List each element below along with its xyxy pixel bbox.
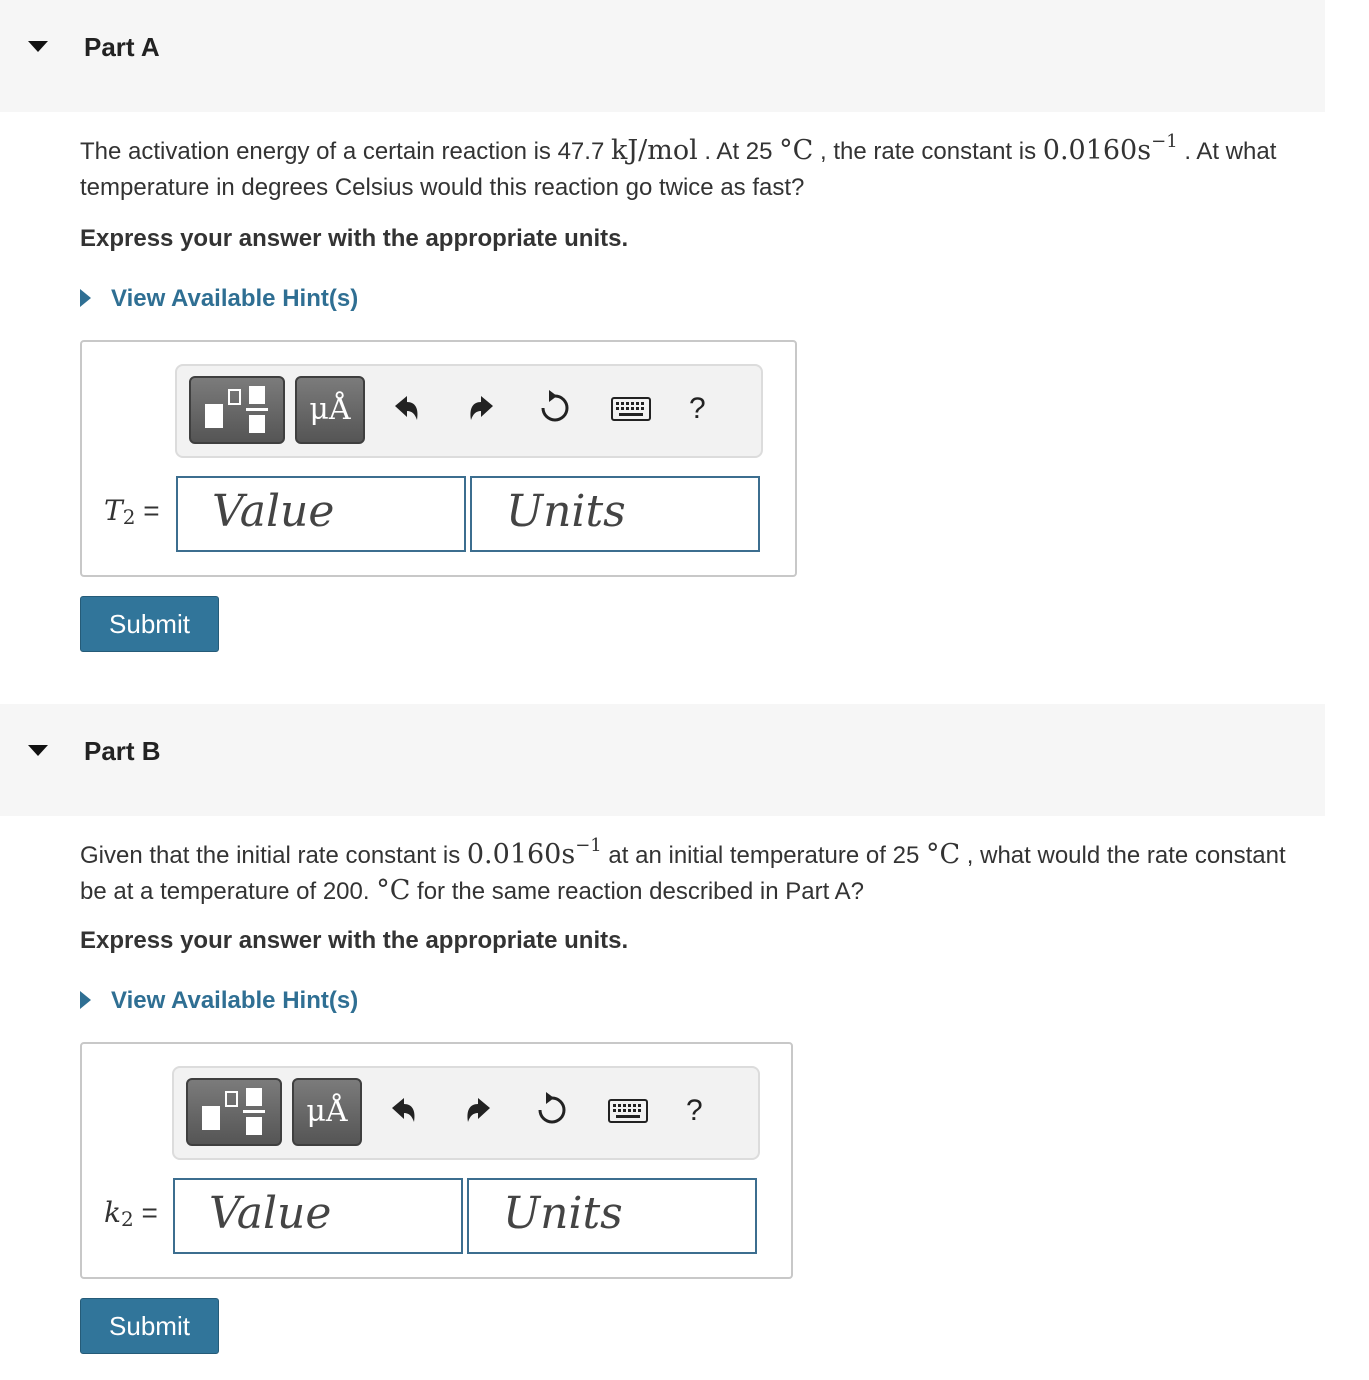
part-b-instruction: Express your answer with the appropriate units. (80, 927, 629, 954)
math-toolbar (175, 364, 763, 458)
part-a-submit-button[interactable]: Submit (80, 596, 219, 652)
variable-label: T2 = (104, 494, 160, 529)
templates-icon (188, 1080, 280, 1144)
keyboard-icon[interactable] (606, 1088, 650, 1132)
collapse-caret-icon[interactable] (28, 41, 48, 52)
units-input[interactable]: Units (467, 1178, 757, 1254)
help-icon[interactable]: ? (689, 392, 706, 425)
part-b-answer-box (80, 1042, 793, 1279)
collapse-caret-icon[interactable] (28, 745, 48, 756)
undo-icon[interactable] (382, 1088, 422, 1132)
keyboard-icon[interactable] (609, 386, 653, 430)
math-toolbar (172, 1066, 760, 1160)
part-a-header[interactable] (0, 0, 1325, 112)
variable-label: k2 = (104, 1196, 158, 1231)
part-a-instruction: Express your answer with the appropriate units. (80, 225, 629, 252)
undo-icon[interactable] (385, 386, 425, 430)
part-b-header[interactable] (0, 704, 1325, 816)
reset-icon[interactable] (532, 1088, 572, 1132)
part-a-view-hints-link[interactable]: View Available Hint(s) (80, 285, 358, 313)
part-a-title: Part A (84, 32, 160, 62)
part-b-title: Part B (84, 736, 161, 766)
units-button[interactable]: μÅ (292, 1078, 362, 1146)
redo-icon[interactable] (463, 386, 503, 430)
units-input[interactable]: Units (470, 476, 760, 552)
units-button[interactable]: μÅ (295, 376, 365, 444)
help-icon[interactable]: ? (686, 1094, 703, 1127)
templates-button[interactable] (186, 1078, 282, 1146)
caret-right-icon (80, 289, 91, 307)
reset-icon[interactable] (535, 386, 575, 430)
templates-button[interactable] (189, 376, 285, 444)
redo-icon[interactable] (460, 1088, 500, 1132)
value-input[interactable]: Value (176, 476, 466, 552)
part-a-answer-box (80, 340, 797, 577)
caret-right-icon (80, 991, 91, 1009)
templates-icon (191, 378, 283, 442)
part-b-question: Given that the initial rate constant is $0.0160s^{-1}$ at an initial temperature of 25 °C , what would the rate constant be at a temperature of 200. °C for the same reaction described in Part A? (80, 835, 1286, 906)
value-input[interactable]: Value (173, 1178, 463, 1254)
part-b-submit-button[interactable]: Submit (80, 1298, 219, 1354)
part-b-view-hints-link[interactable]: View Available Hint(s) (80, 987, 358, 1015)
part-a-question: The activation energy of a certain reaction is 47.7 kJ/mol . At 25 °C , the rate constant is $0.0160s^{-1}$ . At what temperature in degrees Celsius would this reaction go twice as fast? (80, 131, 1277, 201)
